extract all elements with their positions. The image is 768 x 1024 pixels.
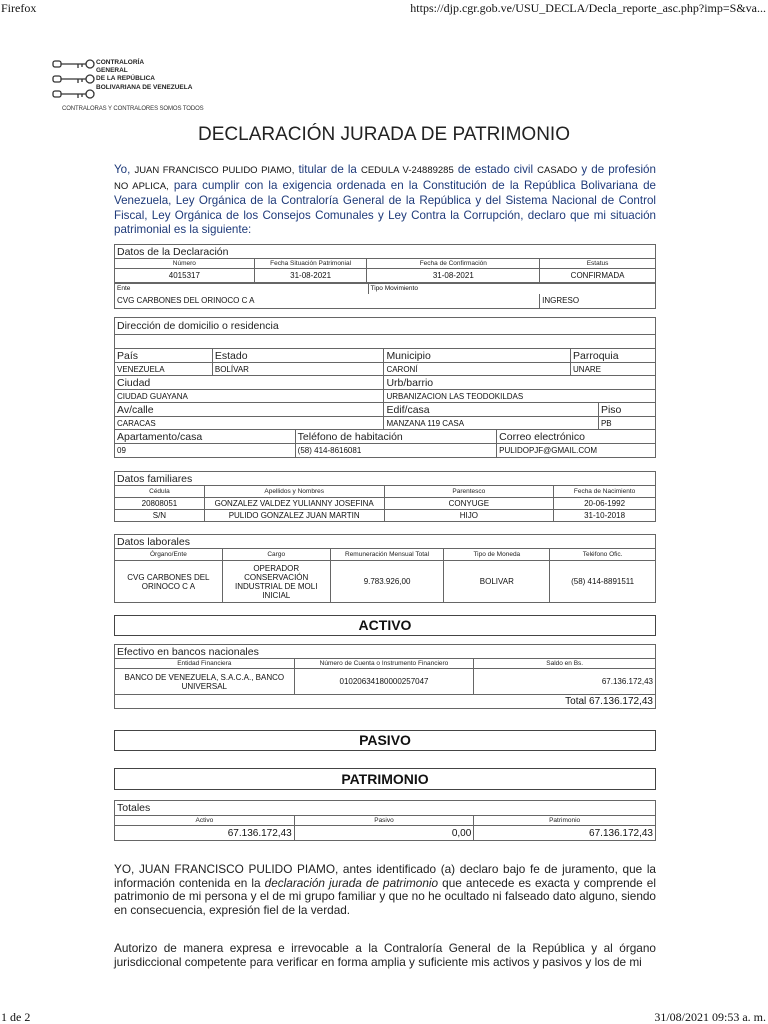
apto-value: 09 — [115, 444, 296, 458]
table-row: BANCO DE VENEZUELA, S.A.C.A., BANCO UNIVERSAL 01020634180000257047 67.136.172,43 — [115, 669, 656, 695]
juramento-paragraph: YO, JUAN FRANCISCO PULIDO PIAMO, antes identificado (a) declaro bajo fe de juramento, que la información contenida en la declaración jurada de patrimonio que antecede es exacta y comprende el patrimonio de mi persona y el de mi grupo familiar y que no he ocultado ni falseado dato alguno, siendo en consecuencia, expresión fiel de la verdad. — [114, 862, 656, 917]
fecha-situacion: 31-08-2021 — [254, 269, 367, 283]
total-pasivo: 0,00 — [294, 826, 474, 841]
activo-total: Total 67.136.172,43 — [115, 695, 656, 709]
correo-value: PULIDOPJF@GMAIL.COM — [497, 444, 656, 458]
piso-value: PB — [598, 417, 655, 430]
logo-text: CONTRALORÍA GENERAL DE LA REPÚBLICA BOLIVARIANA DE VENEZUELA — [96, 59, 193, 91]
table-row: CVG CARBONES DEL ORINOCO C A OPERADOR CONSERVACIÓN INDUSTRIAL DE MOLI INICIAL 9.783.926,00 BOLIVAR (58) 414-8891511 — [115, 561, 656, 603]
logo-motto: CONTRALORAS Y CONTRALORES SOMOS TODOS — [62, 106, 204, 112]
urb-value: URBANIZACION LAS TEODOKILDAS — [384, 390, 656, 403]
print-datetime: 31/08/2021 09:53 a. m. — [654, 1010, 766, 1024]
page-url[interactable]: https://djp.cgr.gob.ve/USU_DECLA/Decla_reporte_asc.php?imp=S&va... — [410, 1, 766, 15]
table-row: S/N PULIDO GONZALEZ JUAN MARTIN HIJO 31-10-2018 — [115, 510, 656, 522]
pais-value: VENEZUELA — [115, 363, 213, 376]
fecha-confirmacion: 31-08-2021 — [367, 269, 540, 283]
estado-value: BOLÍVAR — [212, 363, 384, 376]
ciudad-value: CIUDAD GUAYANA — [115, 390, 384, 403]
pasivo-heading: PASIVO — [114, 730, 656, 751]
telefono-value: (58) 414-8616081 — [295, 444, 496, 458]
avcalle-value: CARACAS — [115, 417, 384, 430]
municipio-value: CARONÍ — [384, 363, 571, 376]
familiares-table: Datos familiares Cédula Apellidos y Nombres Parentesco Fecha de Nacimiento 20808051 GONZALEZ VALDEZ YULIANNY JOSEFINA CONYUGE 20-06-1992 S/N PULIDO GONZALEZ JUAN MARTIN HIJO 31-10-2018 — [114, 471, 656, 522]
ente-table: Ente Tipo Movimiento CVG CARBONES DEL ORINOCO C A INGRESO — [114, 283, 656, 309]
section-label: Datos de la Declaración — [115, 245, 656, 259]
browser-name: Firefox — [1, 1, 37, 15]
domicilio-table: Dirección de domicilio o residencia País Estado Municipio Parroquia VENEZUELA BOLÍVAR CARONÍ UNARE Ciudad Urb/barrio CIUDAD GUAYANA URBANIZACION LAS TEODOKILDAS Av/calle Edif/casa Piso CARACAS MANZANA 119 CASA PB Apartamento/casa Teléfono de habitación Correo electrónico 09 (58) 414-8616081 PULIDOPJF@GMAIL.COM — [114, 317, 656, 458]
intro-paragraph: Yo, JUAN FRANCISCO PULIDO PIAMO, titular de la CEDULA V-24889285 de estado civil CASADO y de profesión NO APLICA, para cumplir con la exigencia ordenada en la Constitución de la República Bolivariana de Venezuela, Ley Orgánica de la Contraloría General de la República y del Sistema Nacional de Control Fiscal, Ley Orgánica de los Consejos Comunales y Ley Contra la Corrupción, declaro que mi situación patrimonial es la siguiente: — [114, 163, 656, 236]
table-row — [115, 826, 656, 841]
parroquia-value: UNARE — [571, 363, 656, 376]
page-title: DECLARACIÓN JURADA DE PATRIMONIO — [198, 124, 570, 145]
estatus: CONFIRMADA — [540, 269, 656, 283]
patrimonio-totales-table: Totales Activo Pasivo Patrimonio 67.136.172,43 0,00 67.136.172,43 — [114, 800, 656, 841]
tipo-movimiento: INGRESO — [540, 294, 656, 309]
edif-value: MANZANA 119 CASA — [384, 417, 599, 430]
laborales-table: Datos laborales Órgano/Ente Cargo Remuneración Mensual Total Tipo de Moneda Teléfono Ofic. CVG CARBONES DEL ORINOCO C A OPERADOR CONSERVACIÓN INDUSTRIAL DE MOLI INICIAL 9.783.926,00 BOLIVAR (58) 414-8891511 — [114, 534, 656, 603]
page-counter: 1 de 2 — [1, 1010, 31, 1024]
ente-value: CVG CARBONES DEL ORINOCO C A — [115, 294, 540, 309]
activo-table: Efectivo en bancos nacionales Entidad Financiera Número de Cuenta o Instrumento Financiero Saldo en Bs. BANCO DE VENEZUELA, S.A.C.A., BANCO UNIVERSAL 01020634180000257047 67.136.172,43 Total 67.136.172,43 — [114, 644, 656, 709]
activo-heading: ACTIVO — [114, 615, 656, 636]
total-activo: 67.136.172,43 — [115, 826, 295, 841]
total-patrimonio: 67.136.172,43 — [474, 826, 656, 841]
patrimonio-heading: PATRIMONIO — [114, 768, 656, 790]
autorizacion-paragraph: Autorizo de manera expresa e irrevocable a la Contraloría General de la República y al órgano jurisdiccional competente para verificar en forma amplia y suficiente mis activos y pasivos y los de mi — [114, 941, 656, 969]
table-row: 20808051 GONZALEZ VALDEZ YULIANNY JOSEFINA CONYUGE 20-06-1992 — [115, 498, 656, 510]
declaracion-table: Datos de la Declaración Número Fecha Situación Patrimonial Fecha de Confirmación Estatus 4015317 31-08-2021 31-08-2021 CONFIRMADA — [114, 244, 656, 283]
declaracion-numero: 4015317 — [115, 269, 255, 283]
